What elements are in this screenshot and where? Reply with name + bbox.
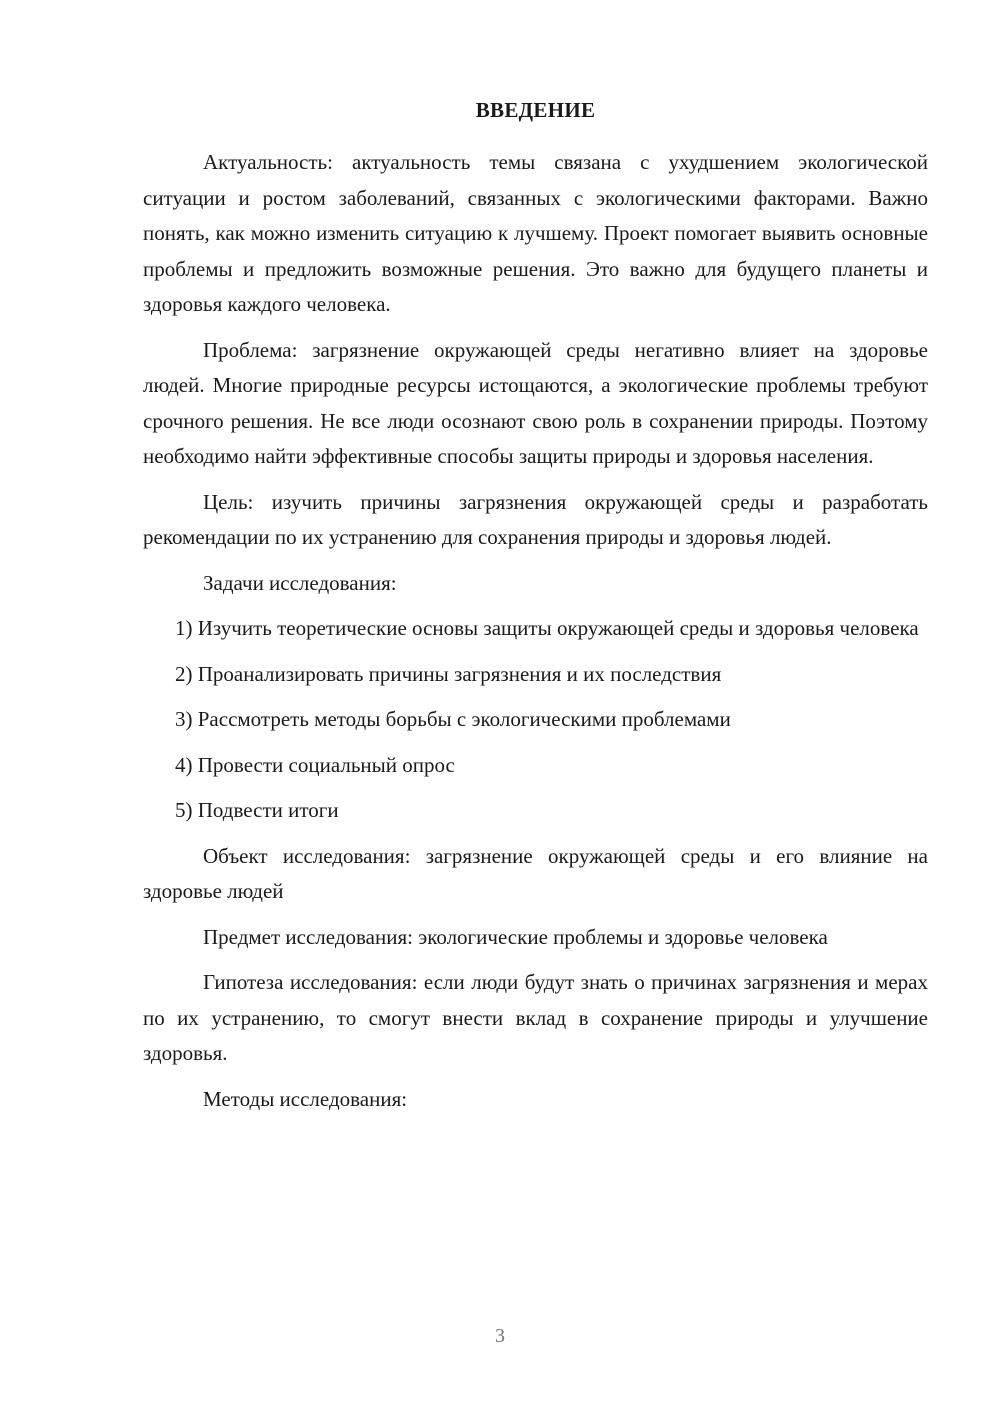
task-item-3: 3) Рассмотреть методы борьбы с экологическими проблемами — [175, 707, 731, 731]
task-item-2: 2) Проанализировать причины загрязнения и их последствия — [175, 661, 722, 686]
methods-heading: Методы исследования: — [203, 1086, 408, 1111]
subject-paragraph: Предмет исследования: экологические проблемы и здоровье человека — [203, 924, 828, 949]
task-item-5: 5) Подвести итоги — [175, 798, 339, 822]
page-title: ВВЕДЕНИЕ — [475, 98, 596, 122]
page-number: 3 — [495, 1325, 505, 1347]
tasks-heading: Задачи исследования: — [203, 570, 397, 595]
hypothesis-paragraph: Гипотеза исследования: если люди будут знать о причинах загрязнения и мерах по их устранению, то смогут внести вклад в сохранение природы и улучшение здоровья. — [143, 970, 928, 1065]
task-item-4: 4) Провести социальный опрос — [175, 752, 455, 777]
document-page — [143, 95, 928, 1127]
task-item-1: 1) Изучить теоретические основы защиты окружающей среды и здоровья человека — [175, 616, 919, 640]
object-paragraph: Объект исследования: загрязнение окружающей среды и его влияние на здоровье людей — [143, 843, 928, 903]
problem-paragraph: Проблема: загрязнение окружающей среды негативно влияет на здоровье людей. Многие природные ресурсы истощаются, а экологические проблемы требуют срочного решения. Не все люди осознают свою роль в сохранении природы. Поэтому необходимо найти эффективные способы защиты природы и здоровья населения. — [143, 337, 928, 468]
goal-paragraph: Цель: изучить причины загрязнения окружающей среды и разработать рекомендации по их устранению для сохранения природы и здоровья людей. — [143, 489, 928, 549]
relevance-paragraph: Актуальность: актуальность темы связана с ухудшением экологической ситуации и ростом заболеваний, связанных с экологическими факторами. Важно понять, как можно изменить ситуацию к лучшему. Проект помогает выявить основные проблемы и предложить возможные решения. Это важно для будущего планеты и здоровья каждого человека. — [143, 150, 928, 316]
